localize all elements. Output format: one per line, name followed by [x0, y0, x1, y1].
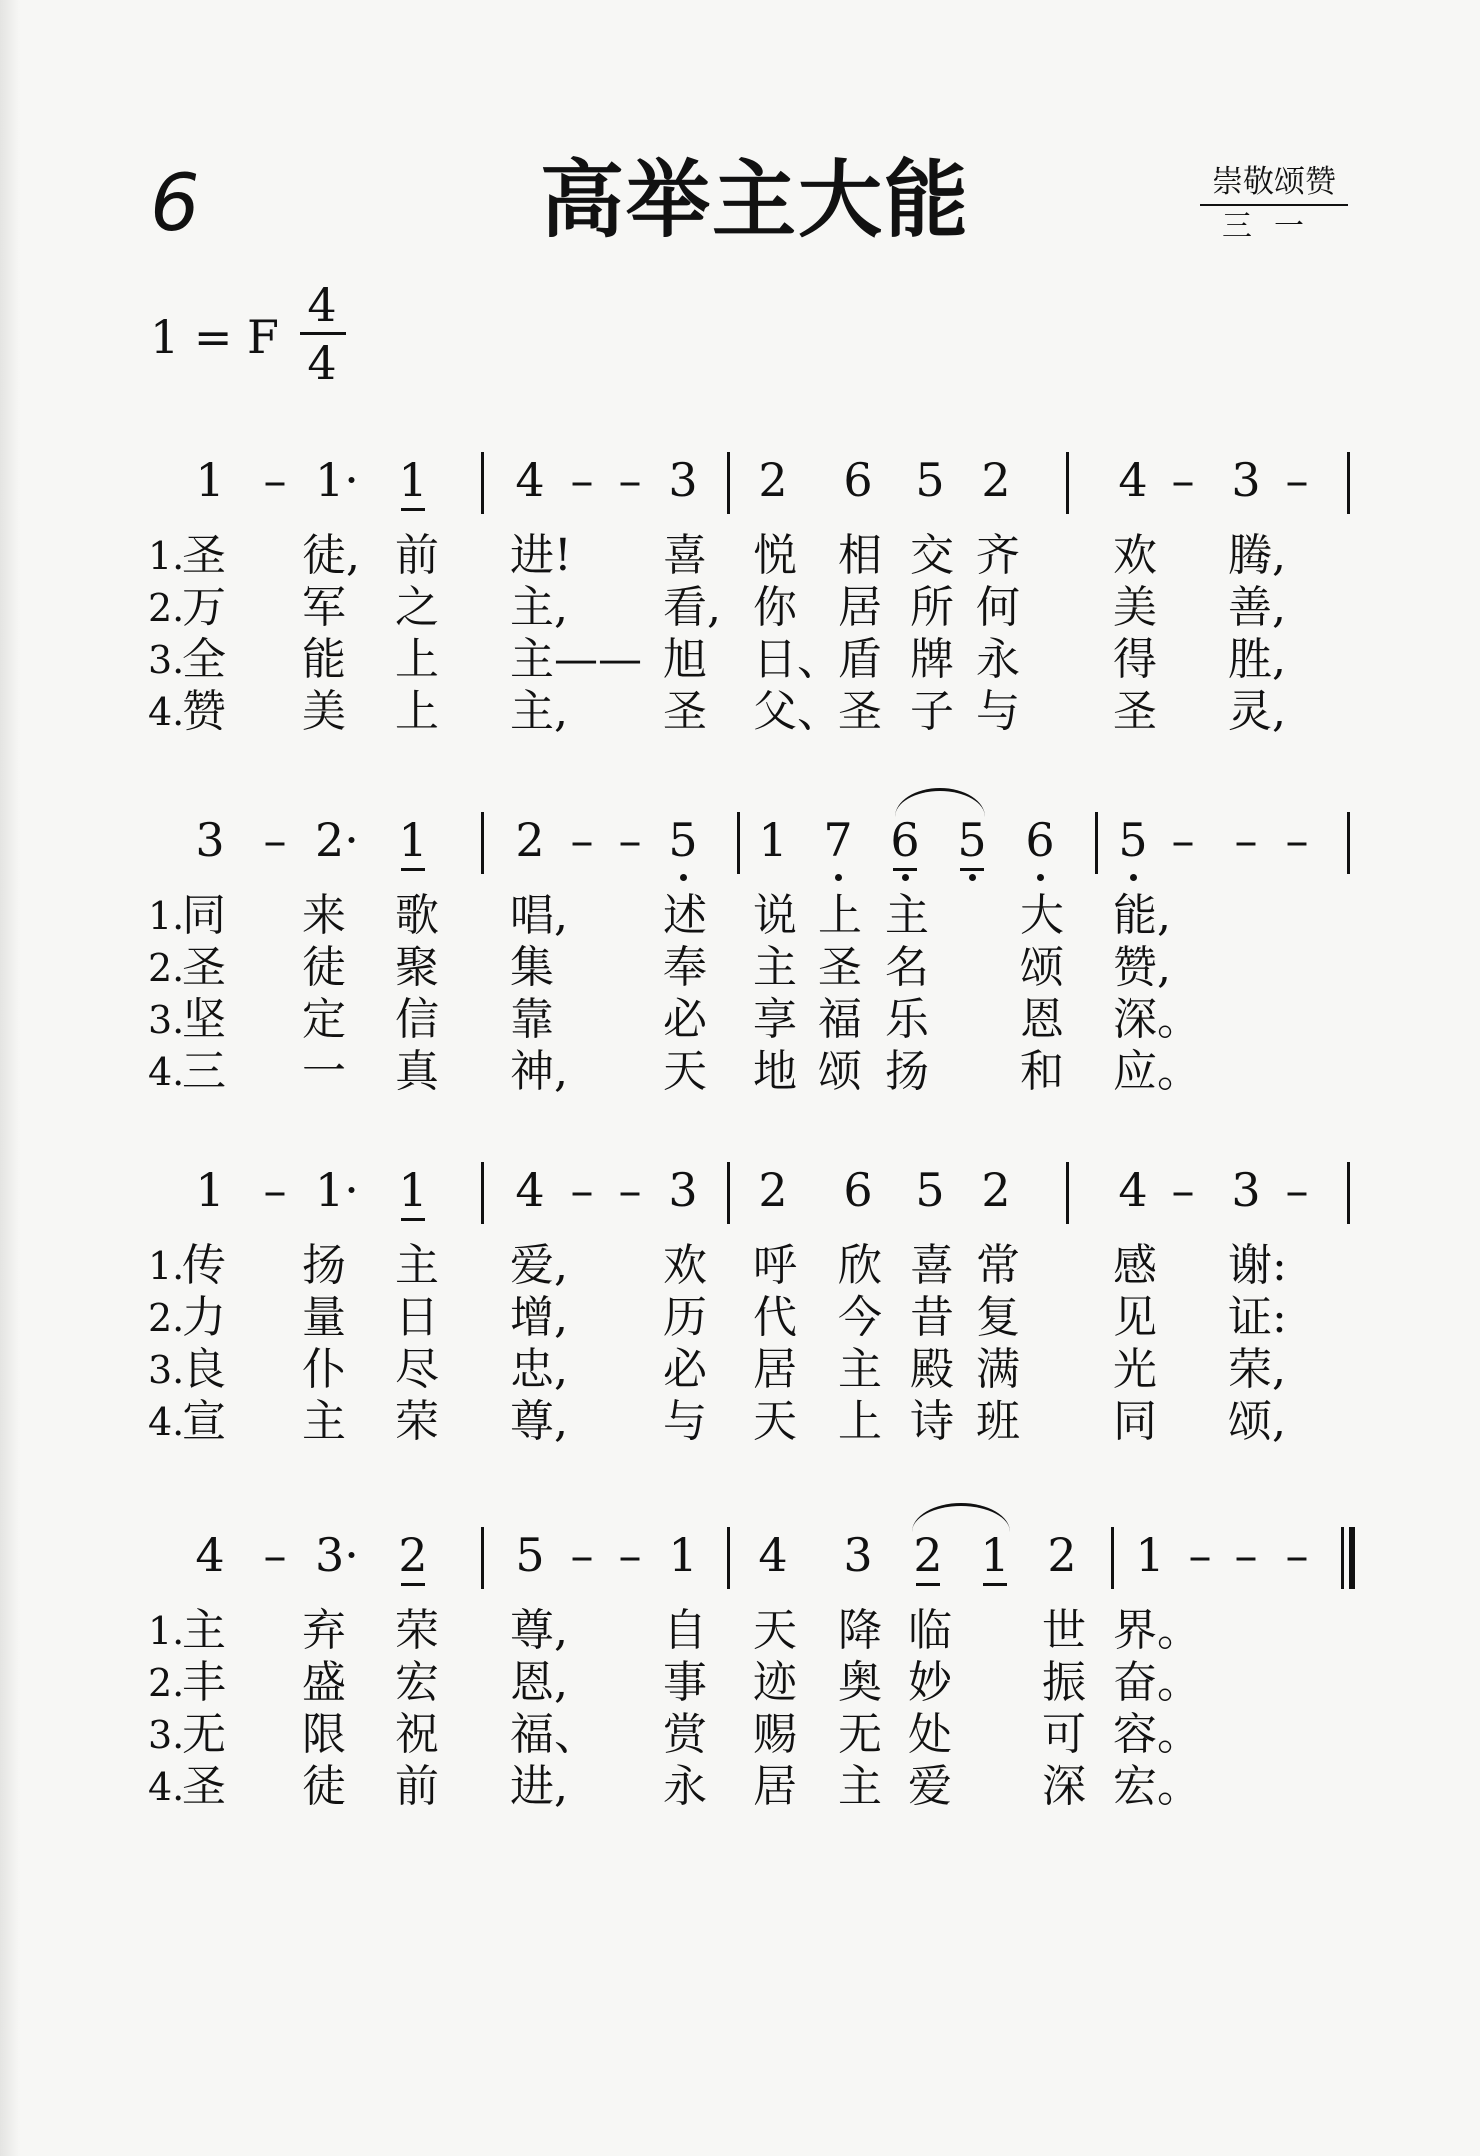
note: 5 — [663, 810, 703, 870]
lyric-syllable: 量 — [302, 1292, 346, 1343]
lyric-syllable: 无 — [838, 1709, 882, 1760]
lyric-syllable: 赏 — [663, 1709, 707, 1760]
note: 1 — [393, 810, 433, 870]
lyric-syllable: 恩, — [510, 1657, 568, 1708]
lyric-syllable: 灵, — [1228, 686, 1286, 737]
lyric-syllable: 殿 — [910, 1344, 954, 1395]
lyric-line — [0, 1292, 1480, 1344]
hold-dash: – — [618, 813, 642, 867]
lyric-syllable: 旭 — [663, 634, 707, 685]
lyric-line — [0, 1657, 1480, 1709]
lyric-syllable: 交 — [910, 530, 954, 581]
verse-number: 4. — [148, 690, 185, 734]
verse-number: 1. — [148, 534, 185, 578]
slur — [895, 788, 985, 817]
lyric-syllable: 美 — [1113, 582, 1157, 633]
lyric-line — [0, 1240, 1480, 1292]
lyric-syllable: 盛 — [302, 1657, 346, 1708]
lyric-syllable: 全 — [182, 634, 226, 685]
verse-number: 3. — [148, 998, 185, 1042]
lyric-syllable: 能 — [302, 634, 346, 685]
note: 4 — [515, 1163, 545, 1217]
lyric-syllable: 荣 — [395, 1396, 439, 1447]
lyric-syllable: 来 — [302, 890, 346, 941]
lyric-syllable: 前 — [395, 1761, 439, 1812]
lyric-syllable: 子 — [910, 686, 954, 737]
note: 2 — [981, 453, 1011, 507]
lyric-syllable: 居 — [753, 1344, 797, 1395]
time-signature-numerator: 4 — [307, 278, 337, 332]
note: 2 — [758, 1163, 788, 1217]
lyric-syllable: 爱, — [510, 1240, 568, 1291]
lyric-syllable: 荣, — [1228, 1344, 1286, 1395]
lyric-syllable: 见 — [1113, 1292, 1157, 1343]
note: 2 — [393, 1525, 433, 1585]
lyric-syllable: 感 — [1113, 1240, 1157, 1291]
lyric-line — [0, 582, 1480, 634]
note: 3 — [668, 1163, 698, 1217]
lyric-syllable: 赞, — [1113, 942, 1171, 993]
lyric-syllable: 圣 — [1113, 686, 1157, 737]
hold-dash: – — [570, 1163, 594, 1217]
hold-dash: – — [263, 813, 287, 867]
barline — [481, 1527, 484, 1589]
lyric-syllable: 喜 — [663, 530, 707, 581]
lyric-syllable: 扬 — [885, 1046, 929, 1097]
hold-dash: – — [618, 453, 642, 507]
lyric-syllable: 可 — [1042, 1709, 1086, 1760]
note-row — [0, 810, 1480, 880]
lyric-syllable: 前 — [395, 530, 439, 581]
lyric-line — [0, 686, 1480, 738]
lyric-syllable: 满 — [976, 1344, 1020, 1395]
note: 1 — [668, 1528, 698, 1582]
note-row — [0, 1160, 1480, 1230]
verse-number: 2. — [148, 946, 185, 990]
lyric-line — [0, 1605, 1480, 1657]
lyric-syllable: 恩 — [1020, 994, 1064, 1045]
lyric-syllable: 胜, — [1228, 634, 1286, 685]
barline — [481, 452, 484, 514]
lyric-syllable: 圣 — [663, 686, 707, 737]
lyric-syllable: 喜 — [910, 1240, 954, 1291]
lyric-syllable: 真 — [395, 1046, 439, 1097]
lyric-syllable: 牌 — [910, 634, 954, 685]
barline — [1111, 1527, 1114, 1589]
lyric-syllable: 爱 — [908, 1761, 952, 1812]
lyric-syllable: 扬 — [302, 1240, 346, 1291]
lyric-syllable: 复 — [976, 1292, 1020, 1343]
lyric-syllable: 天 — [753, 1396, 797, 1447]
lyric-syllable: 徒 — [302, 1761, 346, 1812]
lyric-syllable: 主 — [753, 942, 797, 993]
lyric-syllable: 欢 — [1113, 530, 1157, 581]
lyric-syllable: 同 — [182, 890, 226, 941]
note: 1 — [975, 1525, 1015, 1585]
lyric-syllable: 永 — [663, 1761, 707, 1812]
note: 5 — [515, 1528, 545, 1582]
verse-number: 1. — [148, 1244, 185, 1288]
lyric-syllable: 弃 — [302, 1605, 346, 1656]
lyric-syllable: 所 — [910, 582, 954, 633]
lyric-syllable: 聚 — [395, 942, 439, 993]
lyric-syllable: 仆 — [302, 1344, 346, 1395]
lyric-syllable: 主, — [510, 686, 568, 737]
lyric-syllable: 说 — [753, 890, 797, 941]
lyric-syllable: 圣 — [182, 530, 226, 581]
hold-dash: – — [263, 453, 287, 507]
lyric-syllable: 必 — [663, 994, 707, 1045]
lyric-syllable: 增, — [510, 1292, 568, 1343]
verse-number: 4. — [148, 1050, 185, 1094]
lyric-syllable: 三 — [182, 1046, 226, 1097]
lyric-syllable: 善, — [1228, 582, 1286, 633]
lyric-syllable: 福 — [818, 994, 862, 1045]
barline — [727, 1527, 730, 1589]
lyric-syllable: 圣 — [838, 686, 882, 737]
note: 3 — [1231, 1163, 1261, 1217]
hold-dash: – — [570, 813, 594, 867]
barline — [1066, 452, 1069, 514]
lyric-syllable: 荣 — [395, 1605, 439, 1656]
note: 1 — [195, 453, 225, 507]
lyric-syllable: 进, — [510, 1761, 568, 1812]
verse-number: 2. — [148, 1296, 185, 1340]
lyric-syllable: 代 — [753, 1292, 797, 1343]
hold-dash: – — [618, 1163, 642, 1217]
note-row — [0, 1525, 1480, 1595]
lyric-line — [0, 1046, 1480, 1098]
note: 1· — [315, 1163, 359, 1217]
lyric-syllable: 一 — [302, 1046, 346, 1097]
lyric-syllable: 同 — [1113, 1396, 1157, 1447]
lyric-syllable: 谢: — [1228, 1240, 1287, 1291]
lyric-line — [0, 1709, 1480, 1761]
barline — [1347, 452, 1350, 514]
lyric-syllable: 诗 — [910, 1396, 954, 1447]
barline — [1095, 812, 1098, 874]
note: 1 — [393, 1160, 433, 1220]
note: 2 — [758, 453, 788, 507]
verse-number: 1. — [148, 1609, 185, 1653]
barline — [737, 812, 740, 874]
note: 5 — [915, 1163, 945, 1217]
note: 7 — [818, 810, 858, 870]
lyric-syllable: 父、 — [753, 686, 841, 737]
lyric-syllable: 天 — [663, 1046, 707, 1097]
barline — [1066, 1162, 1069, 1224]
lyric-syllable: 限 — [302, 1709, 346, 1760]
lyric-syllable: 赞 — [182, 686, 226, 737]
lyric-syllable: 丰 — [182, 1657, 226, 1708]
lyric-syllable: 你 — [753, 582, 797, 633]
lyric-syllable: 自 — [663, 1605, 707, 1656]
lyric-syllable: 看, — [663, 582, 721, 633]
hold-dash: – — [263, 1528, 287, 1582]
lyric-syllable: 呼 — [753, 1240, 797, 1291]
lyric-syllable: 上 — [395, 634, 439, 685]
lyric-syllable: 常 — [976, 1240, 1020, 1291]
lyric-syllable: 地 — [753, 1046, 797, 1097]
lyric-syllable: 振 — [1042, 1657, 1086, 1708]
lyric-syllable: 证: — [1228, 1292, 1287, 1343]
hymn-title: 高举主大能 — [540, 150, 971, 249]
lyric-syllable: 临 — [908, 1605, 952, 1656]
lyric-syllable: 定 — [302, 994, 346, 1045]
barline — [727, 452, 730, 514]
barline — [1347, 1162, 1350, 1224]
lyric-syllable: 欢 — [663, 1240, 707, 1291]
lyric-syllable: 靠 — [510, 994, 554, 1045]
lyric-syllable: 得 — [1113, 634, 1157, 685]
lyric-syllable: 与 — [976, 686, 1020, 737]
hold-dash: – — [1285, 453, 1309, 507]
lyric-line — [0, 1761, 1480, 1813]
hold-dash: – — [263, 1163, 287, 1217]
lyric-syllable: 徒 — [302, 942, 346, 993]
note: 4 — [758, 1528, 788, 1582]
note: 2 — [981, 1163, 1011, 1217]
barline — [481, 812, 484, 874]
lyric-syllable: 大 — [1020, 890, 1064, 941]
lyric-syllable: 上 — [818, 890, 862, 941]
lyric-syllable: 降 — [838, 1605, 882, 1656]
lyric-syllable: 悦 — [753, 530, 797, 581]
lyric-syllable: 传 — [182, 1240, 226, 1291]
lyric-syllable: 奉 — [663, 942, 707, 993]
note: 1 — [195, 1163, 225, 1217]
final-barline — [1341, 1527, 1344, 1589]
note: 3· — [315, 1528, 359, 1582]
note: 6 — [885, 810, 925, 870]
lyric-line — [0, 890, 1480, 942]
lyric-syllable: 良 — [182, 1344, 226, 1395]
note: 5 — [1113, 810, 1153, 870]
hold-dash: – — [1171, 1163, 1195, 1217]
lyric-syllable: 主 — [885, 890, 929, 941]
lyric-line — [0, 1396, 1480, 1448]
lyric-syllable: 坚 — [182, 994, 226, 1045]
note: 3 — [1231, 453, 1261, 507]
lyric-syllable: 颂, — [1228, 1396, 1286, 1447]
verse-number: 2. — [148, 586, 185, 630]
lyric-syllable: 今 — [838, 1292, 882, 1343]
verse-number: 1. — [148, 894, 185, 938]
lyric-syllable: 主 — [838, 1344, 882, 1395]
lyric-syllable: 力 — [182, 1292, 226, 1343]
time-signature-bar — [300, 332, 346, 335]
hold-dash: – — [618, 1528, 642, 1582]
lyric-syllable: 主 — [395, 1240, 439, 1291]
lyric-syllable: 光 — [1113, 1344, 1157, 1395]
note: 6 — [1020, 810, 1060, 870]
lyric-syllable: 班 — [976, 1396, 1020, 1447]
lyric-syllable: 名 — [885, 942, 929, 993]
lyric-syllable: 深 — [1042, 1761, 1086, 1812]
lyric-syllable: 日 — [395, 1292, 439, 1343]
hymn-number: 6 — [150, 159, 200, 249]
lyric-syllable: 主—— — [510, 634, 642, 685]
lyric-syllable: 忠, — [510, 1344, 568, 1395]
note: 2 — [515, 813, 545, 867]
lyric-syllable: 居 — [753, 1761, 797, 1812]
lyric-syllable: 居 — [838, 582, 882, 633]
lyric-syllable: 事 — [663, 1657, 707, 1708]
lyric-syllable: 应。 — [1113, 1046, 1201, 1097]
verse-number: 3. — [148, 638, 185, 682]
lyric-syllable: 天 — [753, 1605, 797, 1656]
lyric-syllable: 上 — [395, 686, 439, 737]
lyric-syllable: 祝 — [395, 1709, 439, 1760]
section-label: 三一 — [1222, 209, 1326, 244]
note: 6 — [843, 453, 873, 507]
lyric-syllable: 盾 — [838, 634, 882, 685]
lyric-syllable: 容。 — [1113, 1709, 1201, 1760]
lyric-syllable: 徒, — [302, 530, 360, 581]
hold-dash: – — [570, 453, 594, 507]
lyric-syllable: 万 — [182, 582, 226, 633]
lyric-syllable: 军 — [302, 582, 346, 633]
note: 1 — [393, 450, 433, 510]
barline — [481, 1162, 484, 1224]
hold-dash: – — [1188, 1528, 1212, 1582]
lyric-syllable: 主 — [838, 1761, 882, 1812]
note: 1 — [1135, 1528, 1165, 1582]
lyric-syllable: 历 — [663, 1292, 707, 1343]
lyric-syllable: 尊, — [510, 1605, 568, 1656]
lyric-syllable: 处 — [908, 1709, 952, 1760]
verse-number: 4. — [148, 1765, 185, 1809]
lyric-syllable: 美 — [302, 686, 346, 737]
time-signature — [300, 278, 344, 390]
lyric-syllable: 尽 — [395, 1344, 439, 1395]
lyric-syllable: 唱, — [510, 890, 568, 941]
verse-number: 4. — [148, 1400, 185, 1444]
note: 4 — [1118, 453, 1148, 507]
hold-dash: – — [1171, 813, 1195, 867]
category-rule — [1200, 204, 1348, 206]
lyric-syllable: 述 — [663, 890, 707, 941]
lyric-syllable: 宣 — [182, 1396, 226, 1447]
lyric-syllable: 妙 — [908, 1657, 952, 1708]
lyric-syllable: 与 — [663, 1396, 707, 1447]
lyric-syllable: 歌 — [395, 890, 439, 941]
note: 1· — [315, 453, 359, 507]
lyric-syllable: 进! — [510, 530, 572, 581]
lyric-syllable: 深。 — [1113, 994, 1201, 1045]
lyric-syllable: 福、 — [510, 1709, 598, 1760]
hold-dash: – — [1285, 1528, 1309, 1582]
lyric-syllable: 迹 — [753, 1657, 797, 1708]
note: 3 — [195, 813, 225, 867]
lyric-syllable: 日、 — [753, 634, 841, 685]
hold-dash: – — [1285, 813, 1309, 867]
lyric-syllable: 圣 — [818, 942, 862, 993]
note: 4 — [195, 1528, 225, 1582]
lyric-syllable: 和 — [1020, 1046, 1064, 1097]
lyric-syllable: 永 — [976, 634, 1020, 685]
lyric-syllable: 主 — [302, 1396, 346, 1447]
barline — [1347, 812, 1350, 874]
lyric-line — [0, 942, 1480, 994]
lyric-syllable: 颂 — [1020, 942, 1064, 993]
lyric-syllable: 享 — [753, 994, 797, 1045]
verse-number: 3. — [148, 1713, 185, 1757]
lyric-syllable: 奋。 — [1113, 1657, 1201, 1708]
lyric-syllable: 上 — [838, 1396, 882, 1447]
note: 3 — [668, 453, 698, 507]
lyric-syllable: 圣 — [182, 942, 226, 993]
note: 4 — [515, 453, 545, 507]
time-signature-denominator: 4 — [307, 336, 337, 390]
note: 2 — [1047, 1528, 1077, 1582]
lyric-syllable: 何 — [976, 582, 1020, 633]
category-box — [1200, 162, 1348, 244]
lyric-syllable: 能, — [1113, 890, 1171, 941]
barline — [727, 1162, 730, 1224]
lyric-syllable: 欣 — [838, 1240, 882, 1291]
note: 2 — [908, 1525, 948, 1585]
lyric-syllable: 赐 — [753, 1709, 797, 1760]
note: 4 — [1118, 1163, 1148, 1217]
lyric-syllable: 颂 — [818, 1046, 862, 1097]
lyric-syllable: 尊, — [510, 1396, 568, 1447]
note: 1 — [758, 813, 788, 867]
lyric-line — [0, 994, 1480, 1046]
lyric-syllable: 必 — [663, 1344, 707, 1395]
lyric-syllable: 相 — [838, 530, 882, 581]
lyric-syllable: 宏 — [395, 1657, 439, 1708]
note-row — [0, 450, 1480, 520]
lyric-syllable: 奥 — [838, 1657, 882, 1708]
key-signature: 1 = F — [150, 310, 279, 364]
lyric-line — [0, 634, 1480, 686]
lyric-syllable: 世 — [1042, 1605, 1086, 1656]
lyric-syllable: 乐 — [885, 994, 929, 1045]
note: 2· — [315, 813, 359, 867]
note: 3 — [843, 1528, 873, 1582]
hold-dash: – — [1234, 813, 1258, 867]
lyric-syllable: 腾, — [1228, 530, 1286, 581]
lyric-syllable: 昔 — [910, 1292, 954, 1343]
lyric-syllable: 齐 — [976, 530, 1020, 581]
category-label: 崇敬颂赞 — [1212, 164, 1336, 200]
hold-dash: – — [1171, 453, 1195, 507]
hold-dash: – — [1285, 1163, 1309, 1217]
lyric-syllable: 主 — [182, 1605, 226, 1656]
lyric-syllable: 之 — [395, 582, 439, 633]
lyric-syllable: 信 — [395, 994, 439, 1045]
note: 5 — [915, 453, 945, 507]
lyric-syllable: 宏。 — [1113, 1761, 1201, 1812]
note: 5 — [952, 810, 992, 870]
lyric-syllable: 神, — [510, 1046, 568, 1097]
lyric-line — [0, 1344, 1480, 1396]
lyric-syllable: 主, — [510, 582, 568, 633]
verse-number: 3. — [148, 1348, 185, 1392]
lyric-syllable: 集 — [510, 942, 554, 993]
lyric-syllable: 无 — [182, 1709, 226, 1760]
note: 6 — [843, 1163, 873, 1217]
verse-number: 2. — [148, 1661, 185, 1705]
lyric-syllable: 界。 — [1113, 1605, 1201, 1656]
hold-dash: – — [1234, 1528, 1258, 1582]
slur — [912, 1503, 1010, 1532]
lyric-line — [0, 530, 1480, 582]
hold-dash: – — [570, 1528, 594, 1582]
lyric-syllable: 圣 — [182, 1761, 226, 1812]
